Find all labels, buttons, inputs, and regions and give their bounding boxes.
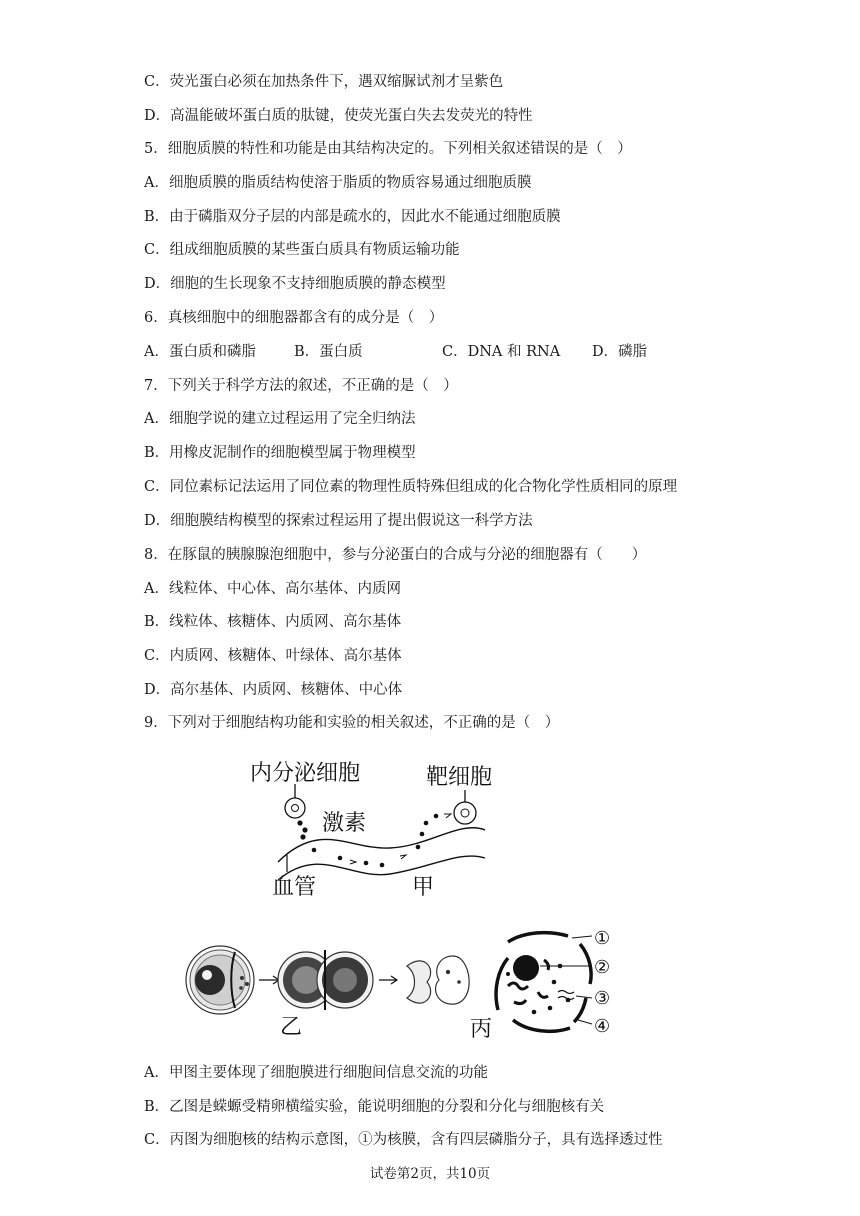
leader-line-3: [576, 996, 592, 998]
nucleolus: [513, 955, 539, 981]
egg-divided-cell: [278, 950, 373, 1010]
nucleus-dot: [446, 970, 450, 974]
flow-arrow: [444, 814, 451, 818]
hormone-dot: [434, 814, 439, 819]
nucleus-dot: [457, 980, 461, 984]
flow-arrow: [350, 860, 356, 864]
chromatin: [544, 960, 549, 970]
hormone-dot: [416, 845, 421, 850]
leader-line-4: [578, 1020, 592, 1024]
chromatin-dot: [532, 1010, 537, 1015]
q7-option-b: B．用橡皮泥制作的细胞模型属于物理模型: [144, 445, 416, 461]
nuclear-envelope: [496, 958, 508, 1010]
chromatin-dot: [506, 972, 510, 976]
hormone-dot: [300, 834, 305, 839]
chromatin: [538, 992, 548, 997]
leader-line-1: [572, 936, 592, 938]
hormone-dot: [380, 863, 385, 868]
chromatin: [508, 983, 528, 989]
hormone-dot: [302, 827, 307, 832]
page-footer: 试卷第2页，共10页: [369, 1166, 491, 1182]
chromatin: [514, 1000, 526, 1004]
figure-jia-label: 甲: [412, 875, 435, 900]
separated-nucleated-half: [436, 956, 470, 1004]
q7-option-a: A．细胞学说的建立过程运用了完全归纳法: [144, 411, 416, 427]
question-6-stem: 6．真核细胞中的细胞器都含有的成分是（ ）: [144, 310, 444, 326]
flow-arrow: [400, 855, 406, 859]
q8-option-b: B．线粒体、核糖体、内质网、高尔基体: [144, 614, 402, 630]
question-7-stem: 7．下列关于科学方法的叙述，不正确的是（ ）: [144, 378, 458, 394]
question-5-stem: 5．细胞质膜的特性和功能是由其结构决定的。下列相关叙述错误的是（ ）: [144, 141, 632, 157]
marker-4: ④: [594, 1016, 611, 1037]
target-cell: [454, 802, 476, 824]
nuclear-envelope: [574, 998, 586, 1022]
blood-vessel-label: 血管: [272, 875, 317, 900]
hormone-dot: [312, 848, 317, 853]
q9-option-a: A．甲图主要体现了细胞膜进行细胞间信息交流的功能: [144, 1065, 488, 1081]
question-8-stem: 8．在豚鼠的胰腺腺泡细胞中，参与分泌蛋白的合成与分泌的细胞器有（ ）: [144, 547, 647, 563]
arrow-icon: [259, 976, 279, 984]
q4-option-c: C．荧光蛋白必须在加热条件下，遇双缩脲试剂才呈紫色: [144, 74, 504, 90]
arrow-icon: [379, 976, 397, 984]
q6-option-d: D．磷脂: [592, 344, 648, 360]
figure-yi: [175, 942, 475, 1042]
hormone-dot: [424, 821, 429, 826]
q6-options: [144, 342, 744, 362]
q8-option-d: D．高尔基体、内质网、核糖体、中心体: [144, 682, 403, 698]
hormone-dot: [297, 820, 302, 825]
q8-option-c: C．内质网、核糖体、叶绿体、高尔基体: [144, 648, 402, 664]
separated-half-cell: [407, 961, 431, 1003]
egg-constricted-cell: [186, 946, 254, 1014]
q5-option-c: C．组成细胞质膜的某些蛋白质具有物质运输功能: [144, 242, 460, 258]
marker-1: ①: [594, 928, 611, 949]
q7-option-c: C．同位素标记法运用了同位素的物理性质特殊但组成的化合物化学性质相同的原理: [144, 479, 678, 495]
q6-option-a: A．蛋白质和磷脂: [144, 344, 256, 360]
q8-option-a: A．线粒体、中心体、高尔基体、内质网: [144, 581, 401, 597]
endocrine-cell-label: 内分泌细胞: [250, 761, 361, 786]
chromatin-dot: [548, 1006, 553, 1011]
figure-bing-label: 丙: [470, 1017, 493, 1042]
hormone-label: 激素: [322, 811, 367, 836]
target-cell-label: 靶细胞: [426, 765, 493, 790]
marker-2: ②: [594, 957, 611, 978]
hormone-dot: [338, 856, 343, 861]
hormone-dot: [420, 832, 425, 837]
question-9-stem: 9．下列对于细胞结构功能和实验的相关叙述，不正确的是（ ）: [144, 715, 560, 731]
chromatin-dot: [552, 980, 557, 985]
endocrine-cell: [285, 798, 305, 818]
q4-option-d: D．高温能破坏蛋白质的肽键，使荧光蛋白失去发荧光的特性: [144, 108, 533, 124]
q5-option-b: B．由于磷脂双分子层的内部是疏水的，因此水不能通过细胞质膜: [144, 209, 561, 225]
marker-3: ③: [594, 988, 611, 1009]
figure-jia: [240, 750, 510, 905]
chromatin-fibre: [558, 991, 574, 994]
q9-option-c: C．丙图为细胞核的结构示意图，①为核膜，含有四层磷脂分子，具有选择透过性: [144, 1132, 663, 1148]
q7-option-d: D．细胞膜结构模型的探索过程运用了提出假说这一科学方法: [144, 513, 533, 529]
nuclear-envelope: [580, 944, 591, 984]
figure-yi-label: 乙: [280, 1015, 303, 1040]
nuclear-envelope: [508, 933, 568, 942]
q9-option-b: B．乙图是蝾螈受精卵横缢实验，能说明细胞的分裂和分化与细胞核有关: [144, 1099, 605, 1115]
q6-option-c: C．DNA 和 RNA: [442, 344, 561, 360]
q5-option-d: D．细胞的生长现象不支持细胞质膜的静态模型: [144, 276, 446, 292]
vessel-upper-wall: [278, 828, 485, 862]
nuclear-envelope: [513, 1020, 570, 1031]
hormone-dot: [364, 861, 369, 866]
figure-bing: [468, 920, 643, 1045]
q6-option-b: B．蛋白质: [294, 344, 363, 360]
q5-option-a: A．细胞质膜的脂质结构使溶于脂质的物质容易通过细胞质膜: [144, 175, 532, 191]
